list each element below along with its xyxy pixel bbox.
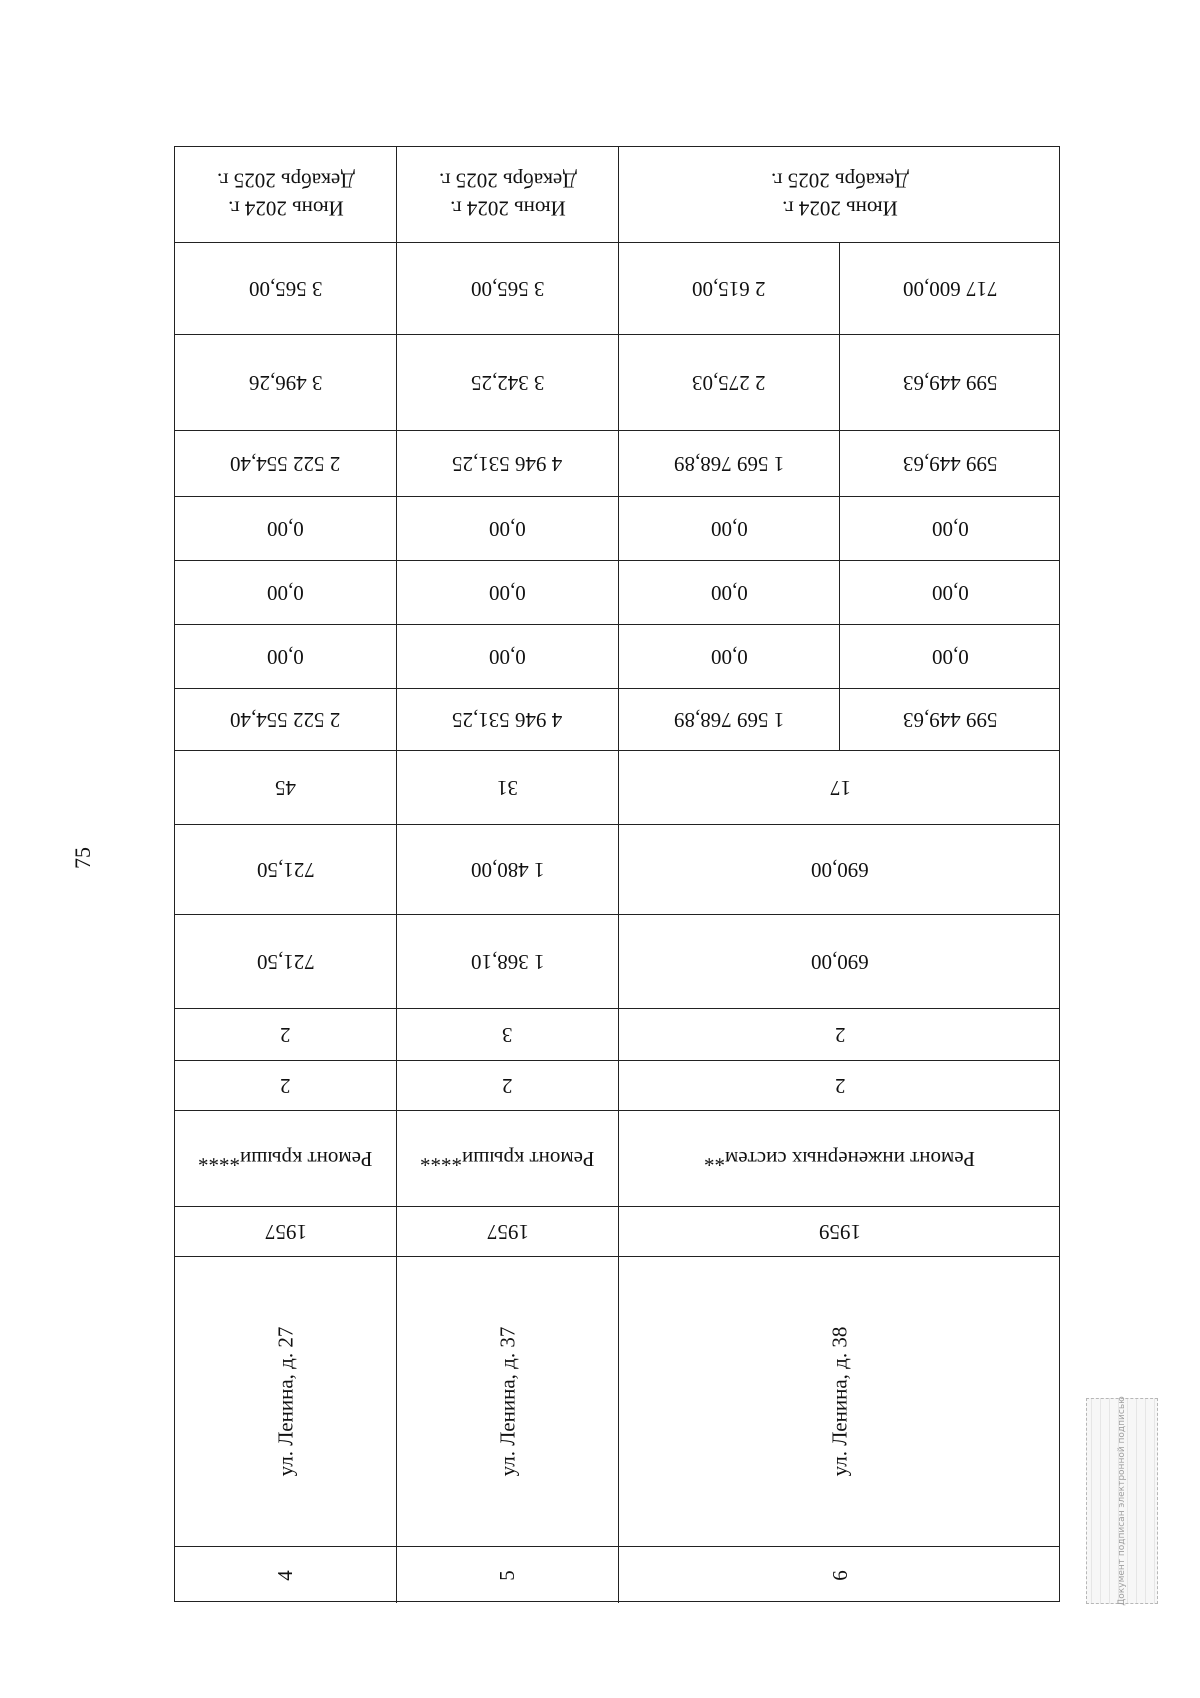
electronic-signature-stamp: Документ подписан электронной подписью bbox=[1086, 1398, 1158, 1604]
table-row bbox=[175, 335, 1059, 431]
table-cell: 0,00 bbox=[397, 561, 619, 624]
table-cell: 2 bbox=[175, 1061, 397, 1110]
table-row bbox=[175, 1257, 1059, 1547]
table-cell: 2 275,03 bbox=[619, 335, 840, 430]
table-cell: 599 449,63 bbox=[903, 708, 998, 732]
table-cell: 690,00 bbox=[811, 858, 869, 882]
table-cell: 0,00 bbox=[175, 561, 397, 624]
table-cell-address: ул. Ленина, д. 27 bbox=[175, 1257, 397, 1546]
table-cell: 17 bbox=[829, 776, 851, 800]
table-cell: 3 565,00 bbox=[175, 243, 397, 334]
table-row bbox=[175, 915, 1059, 1009]
table-row bbox=[175, 1061, 1059, 1111]
table-cell: 721,50 bbox=[175, 825, 397, 914]
table-cell-year: 1959 bbox=[819, 1220, 861, 1244]
table-row bbox=[175, 1207, 1059, 1257]
table-cell: 1 368,10 bbox=[397, 915, 619, 1008]
table-row bbox=[175, 625, 1059, 689]
table-cell: 3 342,25 bbox=[397, 335, 619, 430]
table-row bbox=[175, 751, 1059, 825]
table-cell: 3 565,00 bbox=[397, 243, 619, 334]
table-row bbox=[175, 561, 1059, 625]
table-cell: 0,00 bbox=[175, 497, 397, 560]
table-cell-period: Июнь 2024 г. Декабрь 2025 г. bbox=[771, 168, 909, 221]
document-table bbox=[174, 146, 1060, 1602]
table-cell: 1 569 768,89 bbox=[619, 689, 840, 750]
table-cell: 3 496,26 bbox=[175, 335, 397, 430]
table-cell: 31 bbox=[397, 751, 619, 824]
table-cell: 0,00 bbox=[397, 497, 619, 560]
table-cell-number: 6 bbox=[827, 1569, 852, 1581]
table-cell-number: 5 bbox=[397, 1547, 619, 1603]
table-cell: 0,00 bbox=[932, 645, 969, 669]
table-cell: 0,00 bbox=[932, 517, 969, 541]
table-cell: 2 522 554,40 bbox=[175, 431, 397, 496]
table-row bbox=[175, 497, 1059, 561]
table-cell: 0,00 bbox=[175, 625, 397, 688]
table-row bbox=[175, 825, 1059, 915]
table-cell: 0,00 bbox=[619, 625, 840, 688]
table-cell: 0,00 bbox=[619, 561, 840, 624]
table-row bbox=[175, 689, 1059, 751]
table-cell: 4 946 531,25 bbox=[397, 431, 619, 496]
table-cell: 1 569 768,89 bbox=[619, 431, 840, 496]
table-cell-work-type: Ремонт крыши**** bbox=[397, 1111, 619, 1206]
table-cell: 0,00 bbox=[932, 581, 969, 605]
table-cell-work-type: Ремонт крыши**** bbox=[175, 1111, 397, 1206]
table-cell-period: Июнь 2024 г. Декабрь 2025 г. bbox=[175, 147, 397, 242]
table-cell: 717 600,00 bbox=[903, 277, 998, 301]
table-cell: 2 615,00 bbox=[619, 243, 840, 334]
table-cell-address: ул. Ленина, д. 38 bbox=[827, 1326, 852, 1477]
table-cell: 3 bbox=[397, 1009, 619, 1060]
table-cell-year: 1957 bbox=[397, 1207, 619, 1256]
table-cell-year: 1957 bbox=[175, 1207, 397, 1256]
page-number: 75 bbox=[70, 847, 95, 869]
table-cell: 0,00 bbox=[397, 625, 619, 688]
table-row bbox=[175, 243, 1059, 335]
table-cell: 599 449,63 bbox=[903, 452, 998, 476]
table-cell: 599 449,63 bbox=[903, 371, 998, 395]
table-cell: 2 bbox=[397, 1061, 619, 1110]
table-row bbox=[175, 1009, 1059, 1061]
table-cell: 2 bbox=[175, 1009, 397, 1060]
table-cell-number: 4 bbox=[175, 1547, 397, 1603]
table-cell: 0,00 bbox=[619, 497, 840, 560]
table-cell: 2 bbox=[834, 1074, 846, 1098]
table-cell-work-type: Ремонт инженерных систем** bbox=[704, 1147, 976, 1171]
table-row bbox=[175, 147, 1059, 243]
table-cell: 45 bbox=[175, 751, 397, 824]
table-cell: 4 946 531,25 bbox=[397, 689, 619, 750]
table-row bbox=[175, 431, 1059, 497]
table-cell-period: Июнь 2024 г. Декабрь 2025 г. bbox=[397, 147, 619, 242]
table-cell-address: ул. Ленина, д. 37 bbox=[397, 1257, 619, 1546]
table-row bbox=[175, 1547, 1059, 1603]
table-cell: 1 480,00 bbox=[397, 825, 619, 914]
table-cell: 690,00 bbox=[811, 950, 869, 974]
table-cell: 2 bbox=[834, 1023, 846, 1047]
table-row bbox=[175, 1111, 1059, 1207]
table-cell: 721,50 bbox=[175, 915, 397, 1008]
table-cell: 2 522 554,40 bbox=[175, 689, 397, 750]
